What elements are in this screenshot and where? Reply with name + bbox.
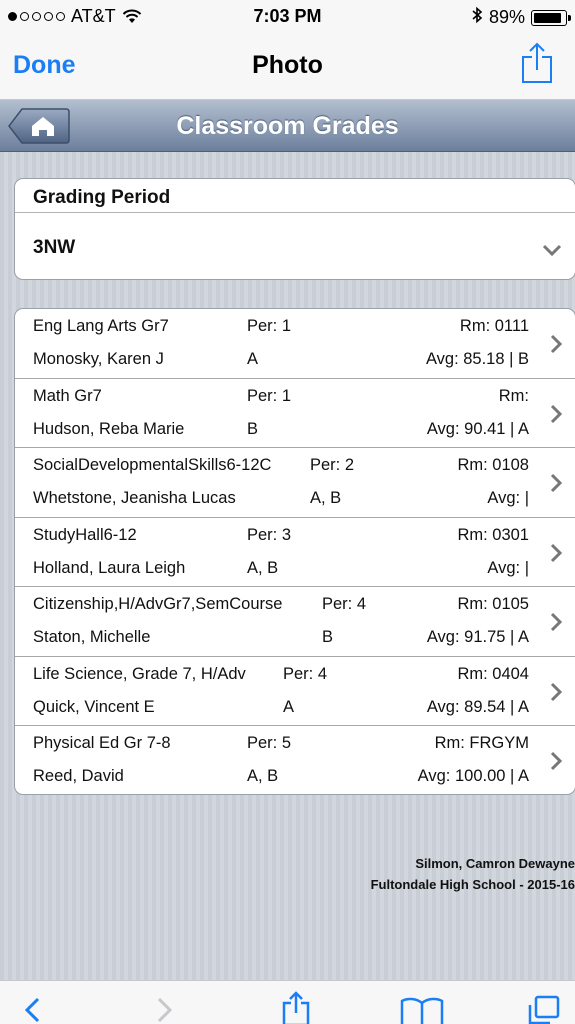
- average-grade: Avg: 100.00 | A: [417, 767, 529, 785]
- term-marks: B: [322, 628, 334, 646]
- chevron-right-icon: [549, 750, 563, 772]
- carrier-label: AT&T: [71, 6, 116, 26]
- period-number: Per: 5: [247, 734, 292, 752]
- grade-row[interactable]: [15, 726, 575, 795]
- content-area: [0, 100, 575, 980]
- period-number: Per: 4: [322, 595, 367, 613]
- navigation-bar: [0, 34, 575, 100]
- status-right: [471, 6, 567, 29]
- grading-period-card: [14, 178, 575, 280]
- course-name: Citizenship,H/AdvGr7,SemCourse: [33, 595, 283, 613]
- course-name: Math Gr7: [33, 386, 102, 405]
- grading-period-label: Grading Period: [33, 187, 171, 208]
- average-grade: Avg: |: [487, 489, 529, 507]
- room-number: Rm: 0111: [459, 317, 529, 335]
- term-marks: A, B: [247, 558, 279, 577]
- student-name: Silmon, Camron Dewayne: [415, 856, 575, 871]
- teacher-name: Monosky, Karen J: [33, 350, 164, 368]
- tabs-icon[interactable]: [526, 995, 560, 1024]
- grade-row[interactable]: [15, 309, 575, 379]
- room-number: Rm: 0301: [457, 525, 529, 544]
- page-header: [0, 100, 575, 152]
- course-name: Physical Ed Gr 7-8: [33, 734, 171, 752]
- teacher-name: Reed, David: [33, 767, 124, 785]
- grade-row[interactable]: [15, 518, 575, 588]
- bottom-toolbar: [0, 980, 575, 1024]
- period-number: Per: 1: [247, 386, 292, 405]
- share-icon[interactable]: [282, 991, 310, 1024]
- grade-row[interactable]: [15, 379, 575, 449]
- course-name: Life Science, Grade 7, H/Adv: [33, 664, 246, 683]
- room-number: Rm: FRGYM: [434, 734, 529, 752]
- teacher-name: Staton, Michelle: [33, 628, 151, 646]
- chevron-right-icon: [549, 403, 563, 425]
- page-title: Classroom Grades: [176, 112, 399, 140]
- bluetooth-icon: [471, 6, 483, 29]
- status-bar: [0, 0, 575, 34]
- course-name: Eng Lang Arts Gr7: [33, 317, 169, 335]
- battery-percent: 89%: [488, 7, 525, 27]
- average-grade: Avg: |: [487, 558, 529, 577]
- share-button[interactable]: [521, 42, 553, 89]
- period-number: Per: 3: [247, 525, 292, 544]
- chevron-right-icon: [549, 542, 563, 564]
- grading-period-select[interactable]: 3NW: [33, 237, 76, 258]
- term-marks: A: [283, 697, 295, 716]
- room-number: Rm: 0404: [457, 664, 529, 683]
- period-number: Per: 2: [310, 456, 355, 474]
- back-arrow-icon[interactable]: [22, 995, 42, 1024]
- room-number: Rm: 0108: [457, 456, 529, 474]
- period-number: Per: 1: [247, 317, 292, 335]
- teacher-name: Hudson, Reba Marie: [33, 419, 185, 438]
- share-icon: [521, 42, 553, 84]
- course-name: StudyHall6-12: [33, 525, 137, 544]
- average-grade: Avg: 85.18 | B: [425, 350, 529, 368]
- status-time: 7:03 PM: [253, 6, 322, 26]
- term-marks: A, B: [310, 489, 342, 507]
- school-name: Fultondale High School - 2015-16: [370, 877, 575, 892]
- battery-level: [534, 13, 561, 23]
- teacher-name: Holland, Laura Leigh: [33, 558, 186, 577]
- teacher-name: Whetstone, Jeanisha Lucas: [33, 489, 236, 507]
- chevron-down-icon[interactable]: [541, 243, 563, 257]
- forward-arrow-icon[interactable]: [155, 995, 175, 1024]
- grade-row[interactable]: [15, 657, 575, 727]
- battery-icon: [531, 10, 567, 26]
- room-number: Rm: 0105: [457, 595, 529, 613]
- term-marks: A, B: [247, 767, 279, 785]
- period-number: Per: 4: [283, 664, 328, 683]
- bookmarks-icon[interactable]: [400, 997, 444, 1024]
- teacher-name: Quick, Vincent E: [33, 697, 155, 716]
- course-name: SocialDevelopmentalSkills6-12C: [33, 456, 272, 474]
- footer-info: [371, 853, 575, 895]
- chevron-right-icon: [549, 611, 563, 633]
- chevron-right-icon: [549, 681, 563, 703]
- average-grade: Avg: 90.41 | A: [426, 419, 529, 438]
- chevron-right-icon: [549, 472, 563, 494]
- term-marks: A: [247, 350, 259, 368]
- term-marks: B: [247, 419, 259, 438]
- done-button[interactable]: Done: [13, 51, 76, 79]
- average-grade: Avg: 91.75 | A: [426, 628, 529, 646]
- grade-row[interactable]: [15, 448, 575, 518]
- room-number: Rm:: [498, 386, 529, 405]
- grades-list: [14, 308, 575, 795]
- chevron-right-icon: [549, 333, 563, 355]
- divider: [15, 212, 575, 213]
- grade-row[interactable]: [15, 587, 575, 657]
- nav-title: Photo: [252, 51, 323, 79]
- average-grade: Avg: 89.54 | A: [426, 697, 529, 716]
